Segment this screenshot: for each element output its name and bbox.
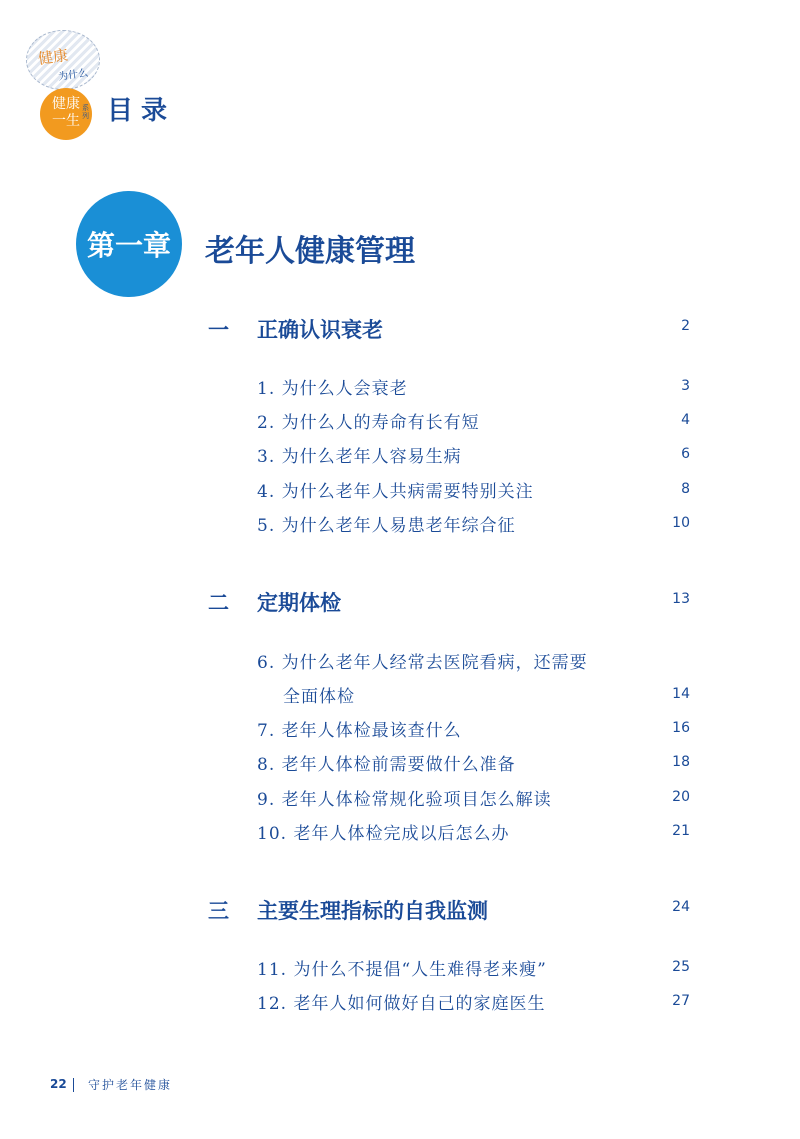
footer-book-title: 守护老年健康 xyxy=(88,1078,173,1092)
toc-entry-page: 10 xyxy=(672,515,690,531)
toc-entry[interactable]: 11. 为什么不提倡“人生难得老来瘦” xyxy=(257,960,547,980)
toc-entry-page: 3 xyxy=(681,378,690,394)
logo-circle-text: 健康一生 xyxy=(52,96,80,129)
section-page: 24 xyxy=(672,899,690,915)
toc-entry-continuation[interactable]: 全面体检 xyxy=(283,687,355,707)
section-title[interactable]: 主要生理指标的自我监测 xyxy=(257,899,488,923)
toc-entry[interactable]: 7. 老年人体检最该查什么 xyxy=(257,721,462,741)
section-number: 三 xyxy=(208,899,229,923)
section-title[interactable]: 定期体检 xyxy=(257,591,341,615)
stamp-subtitle: 为什么 xyxy=(57,67,89,84)
logo-series-label: 系列 xyxy=(82,104,89,120)
toc-entry-page: 16 xyxy=(672,720,690,736)
footer-page-number: 22 xyxy=(50,1077,67,1091)
toc-entry[interactable]: 5. 为什么老年人易患老年综合征 xyxy=(257,516,516,536)
section-title[interactable]: 正确认识衰老 xyxy=(257,318,383,342)
toc-entry[interactable]: 1. 为什么人会衰老 xyxy=(257,379,408,399)
chapter-label: 第一章 xyxy=(86,229,171,262)
toc-entry[interactable]: 3. 为什么老年人容易生病 xyxy=(257,447,462,467)
toc-entry[interactable]: 6. 为什么老年人经常去医院看病，还需要 xyxy=(257,653,588,673)
toc-entry-page: 25 xyxy=(672,959,690,975)
toc-entry[interactable]: 4. 为什么老年人共病需要特别关注 xyxy=(257,482,534,502)
chapter-title: 老年人健康管理 xyxy=(205,234,415,269)
toc-entry[interactable]: 10. 老年人体检完成以后怎么办 xyxy=(257,824,510,844)
toc-entry[interactable]: 8. 老年人体检前需要做什么准备 xyxy=(257,755,516,775)
toc-entry-page: 20 xyxy=(672,789,690,805)
chapter-badge xyxy=(76,191,182,297)
toc-entry-page: 14 xyxy=(672,686,690,702)
section-number: 一 xyxy=(208,318,229,342)
footer-divider xyxy=(73,1078,74,1092)
section-page: 2 xyxy=(681,318,690,334)
toc-entry-page: 8 xyxy=(681,481,690,497)
toc-entry-page: 18 xyxy=(672,754,690,770)
page-heading: 目录 xyxy=(107,96,176,126)
toc-entry-page: 21 xyxy=(672,823,690,839)
toc-entry[interactable]: 9. 老年人体检常规化验项目怎么解读 xyxy=(257,790,552,810)
stamp-title: 健康 xyxy=(36,45,70,68)
toc-entry-page: 4 xyxy=(681,412,690,428)
toc-entry-page: 6 xyxy=(681,446,690,462)
section-page: 13 xyxy=(672,591,690,607)
section-number: 二 xyxy=(208,591,229,615)
toc-entry[interactable]: 2. 为什么人的寿命有长有短 xyxy=(257,413,480,433)
toc-entry[interactable]: 12. 老年人如何做好自己的家庭医生 xyxy=(257,994,546,1014)
toc-entry-page: 27 xyxy=(672,993,690,1009)
series-logo xyxy=(22,30,102,140)
